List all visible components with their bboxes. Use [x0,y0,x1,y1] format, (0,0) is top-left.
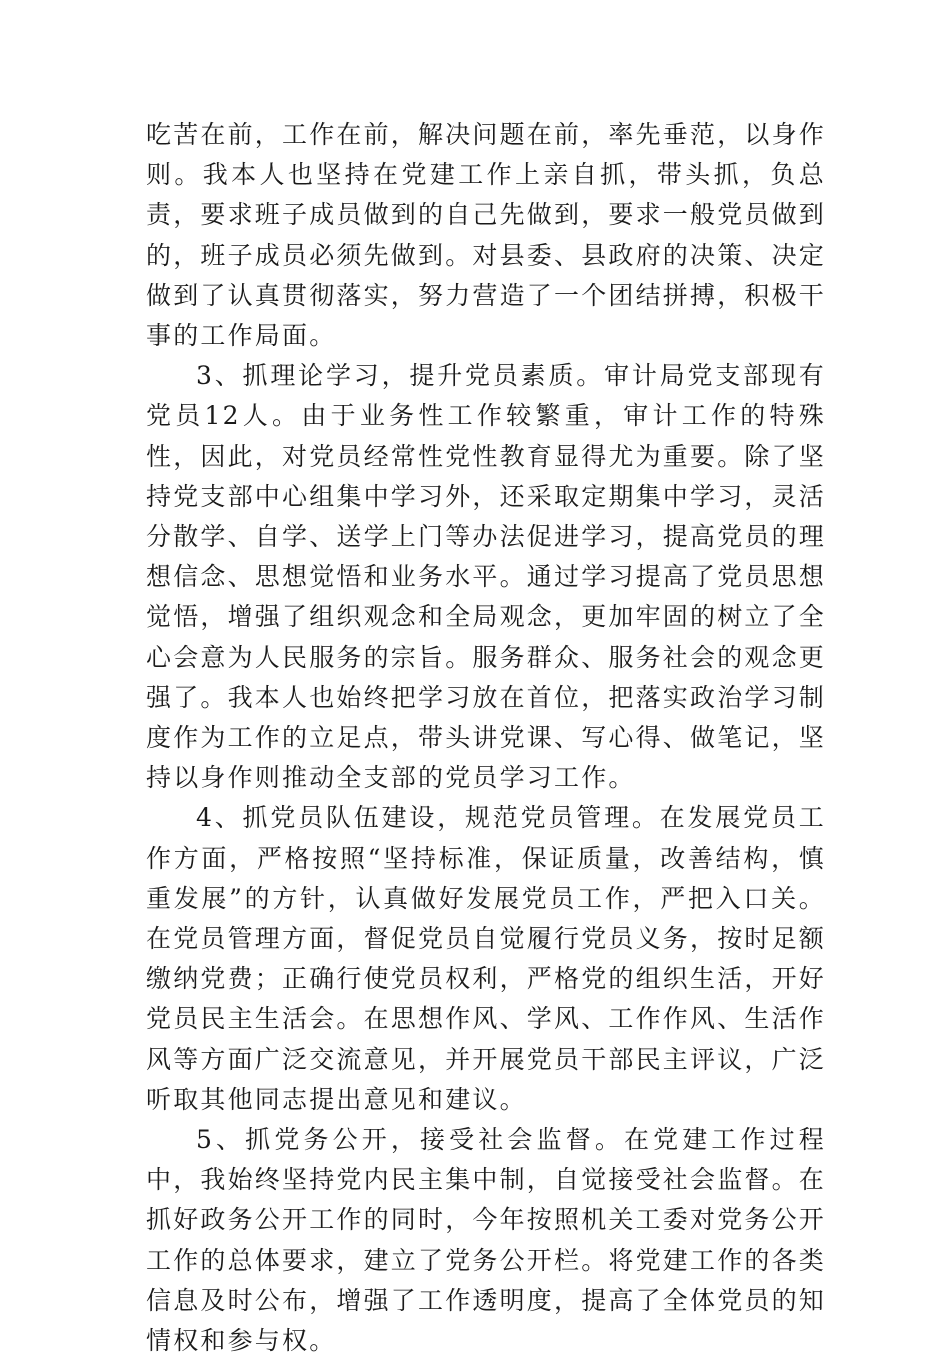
paragraph-continuation: 吃苦在前，工作在前，解决问题在前，率先垂范，以身作则。我本人也坚持在党建工作上亲自抓，带头抓，负总责，要求班子成员做到的自己先做到，要求一般党员做到的，班子成员必须先做到。对县委、县政府的决策、决定做到了认真贯彻落实，努力营造了一个团结拼搏，积极干事的工作局面。 [146,120,827,351]
paragraph-theory-study: 3、抓理论学习，提升党员素质。审计局党支部现有党员12人。由于业务性工作较繁重，审计工作的特殊性，因此，对党员经常性党性教育显得尤为重要。除了坚持党支部中心组集中学习外，还采取定期集中学习，灵活分散学、自学、送学上门等办法促进学习，提高党员的理想信念、思想觉悟和业务水平。通过学习提高了党员思想觉悟，增强了组织观念和全局观念，更加牢固的树立了全心会意为人民服务的宗旨。服务群众、服务社会的观念更强了。我本人也始终把学习放在首位，把落实政治学习制度作为工作的立足点，带头讲党课、写心得、做笔记，坚持以身作则推动全支部的党员学习工作。 [146,361,827,793]
document-page [146,115,826,1361]
paragraph-member-management: 4、抓党员队伍建设，规范党员管理。在发展党员工作方面，严格按照“坚持标准，保证质量，改善结构，慎重发展”的方针，认真做好发展党员工作，严把入口关。在党员管理方面，督促党员自觉履行党员义务，按时足额缴纳党费；正确行使党员权利，严格党的组织生活，开好党员民主生活会。在思想作风、学风、工作作风、生活作风等方面广泛交流意见，并开展党员干部民主评议，广泛听取其他同志提出意见和建议。 [146,803,827,1114]
paragraph-party-affairs-openness: 5、抓党务公开，接受社会监督。在党建工作过程中，我始终坚持党内民主集中制，自觉接受社会监督。在抓好政务公开工作的同时，今年按照机关工委对党务公开工作的总体要求，建立了党务公开栏。将党建工作的各类信息及时公布，增强了工作透明度，提高了全体党员的知情权和参与权。 [146,1125,827,1356]
